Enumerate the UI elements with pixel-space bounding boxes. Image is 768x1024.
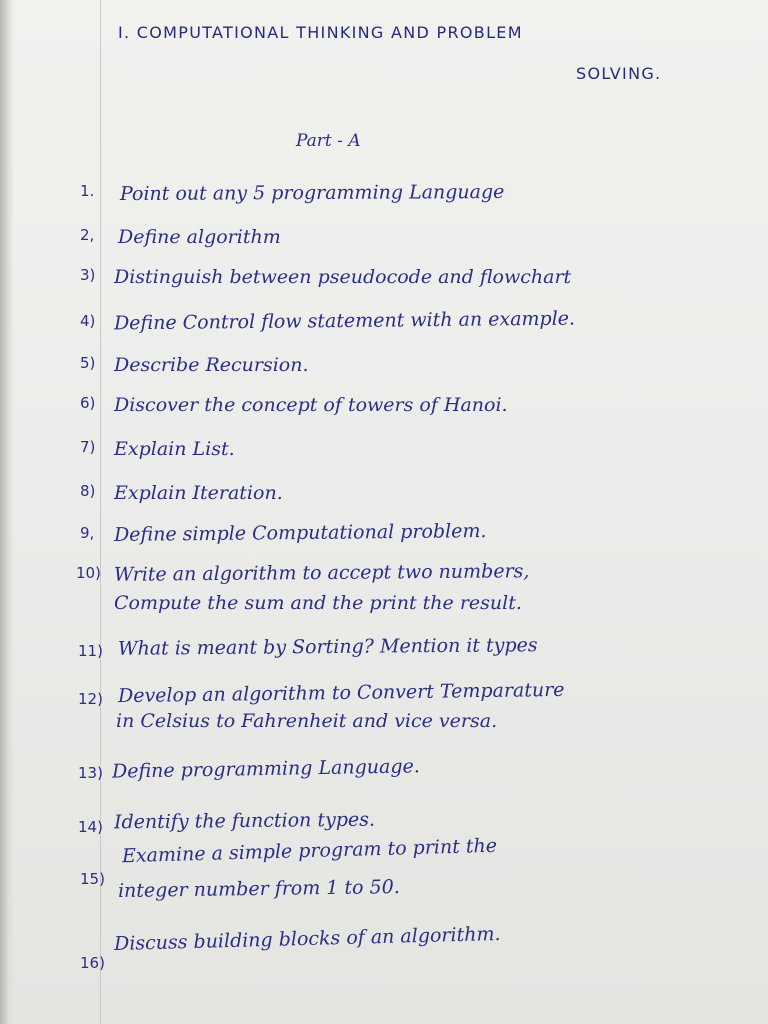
question-12-text-line-1: Develop an algorithm to Convert Temparature: [117, 678, 565, 708]
heading-line-1: I. COMPUTATIONAL THINKING AND PROBLEM: [118, 23, 523, 42]
question-9-number: 9,: [80, 524, 95, 542]
question-12-text-line-2: in Celsius to Fahrenheit and vice versa.: [116, 710, 498, 732]
question-1-text: Point out any 5 programming Language: [119, 180, 505, 206]
question-15-number: 15): [80, 870, 105, 888]
question-16-text: Discuss building blocks of an algorithm.: [113, 922, 501, 956]
part-label: Part - A: [296, 131, 361, 151]
question-8-number: 8): [80, 482, 96, 500]
question-2-number: 2,: [80, 226, 95, 244]
question-3-text: Distinguish between pseudocode and flowchart: [114, 266, 572, 288]
question-4-number: 4): [80, 312, 96, 330]
question-2-text: Define algorithm: [118, 226, 281, 248]
question-7-text: Explain List.: [114, 438, 235, 460]
question-5-text: Describe Recursion.: [114, 354, 309, 376]
question-4-text: Define Control flow statement with an example.: [113, 307, 576, 335]
question-13-text: Define programming Language.: [111, 755, 421, 783]
question-10-number: 10): [76, 564, 101, 582]
question-11-number: 11): [78, 642, 103, 660]
page-edge-shadow: [0, 0, 14, 1024]
question-14-number: 14): [78, 818, 103, 836]
question-15-text-line-1: Examine a simple program to print the: [121, 834, 498, 868]
question-3-number: 3): [80, 266, 96, 284]
question-14-text: Identify the function types.: [113, 808, 376, 834]
question-5-number: 5): [80, 354, 96, 372]
question-10-text-line-2: Compute the sum and the print the result.: [114, 592, 522, 614]
question-11-text: What is meant by Sorting? Mention it types: [117, 634, 538, 660]
question-7-number: 7): [80, 438, 96, 456]
question-9-text: Define simple Computational problem.: [113, 520, 487, 546]
question-6-number: 6): [80, 394, 96, 412]
heading-line-2: SOLVING.: [576, 64, 662, 83]
question-15-text-line-2: integer number from 1 to 50.: [117, 876, 400, 902]
question-8-text: Explain Iteration.: [114, 482, 283, 504]
question-12-number: 12): [78, 690, 103, 708]
question-1-number: 1.: [80, 182, 95, 200]
question-6-text: Discover the concept of towers of Hanoi.: [114, 394, 508, 416]
question-10-text-line-1: Write an algorithm to accept two numbers,: [113, 560, 530, 586]
question-13-number: 13): [78, 764, 103, 782]
question-16-number: 16): [80, 954, 105, 972]
